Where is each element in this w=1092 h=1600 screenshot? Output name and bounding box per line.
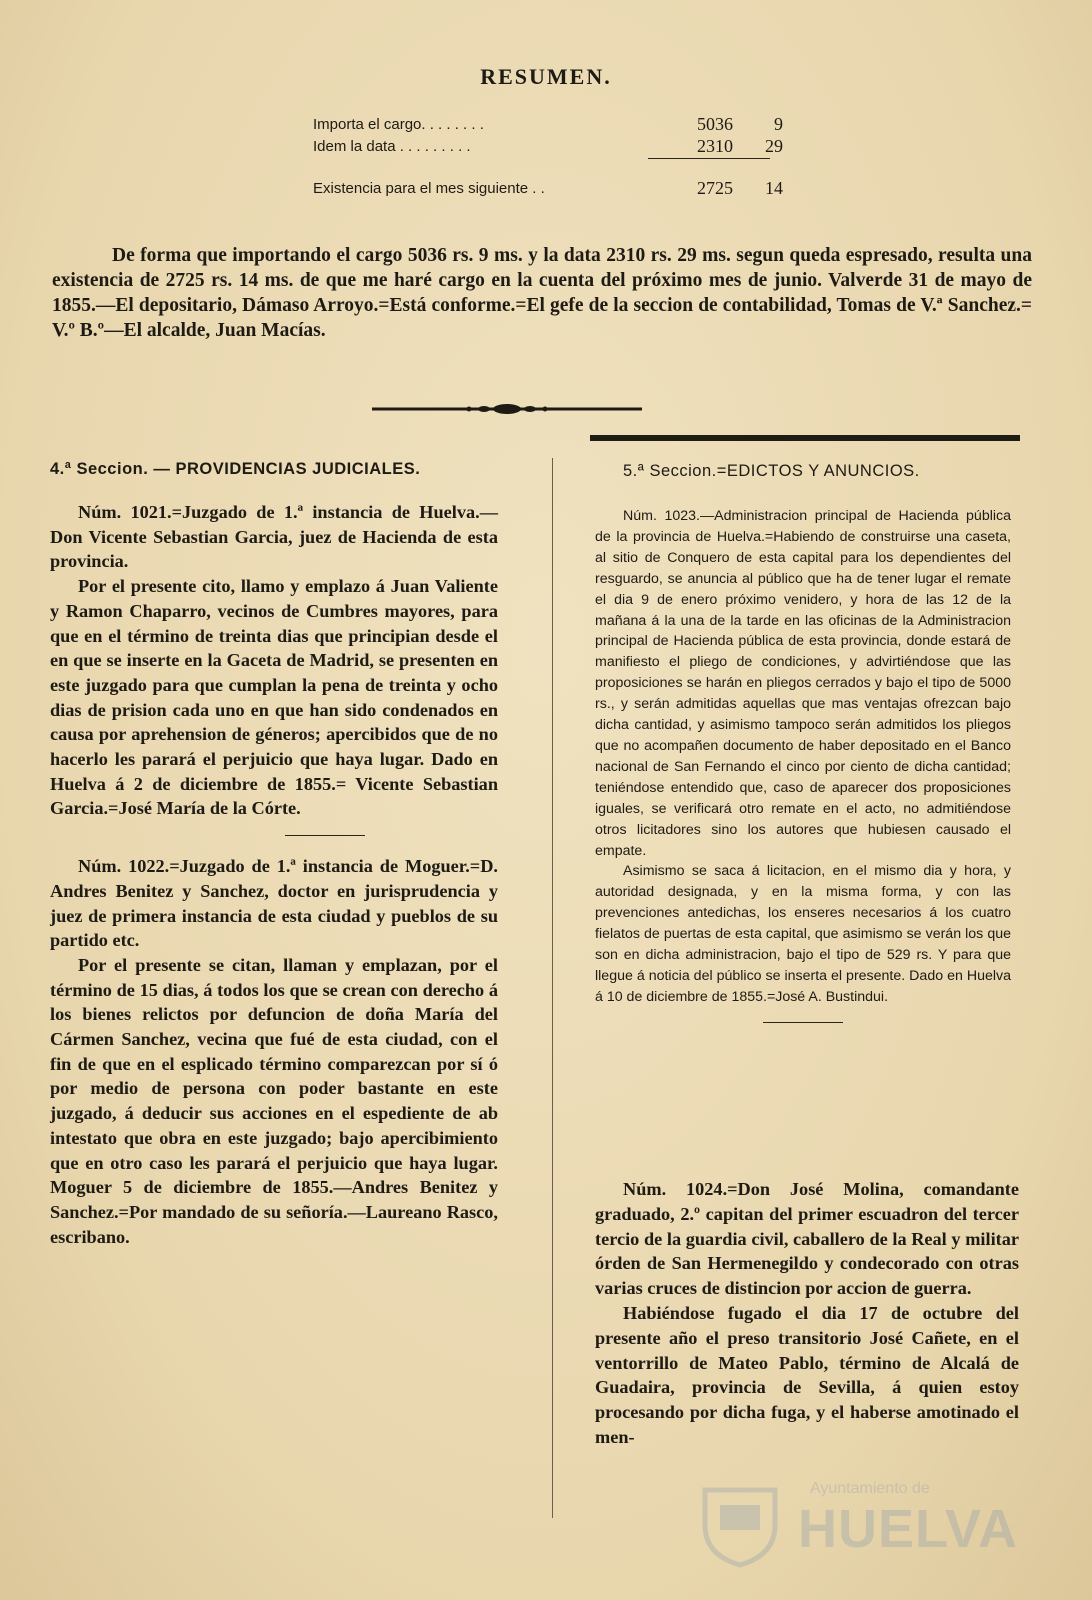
resumen-title: RESUMEN. <box>480 64 612 89</box>
column-divider <box>552 458 553 1518</box>
notice-separator <box>285 835 365 836</box>
left-column <box>50 500 498 1249</box>
notice-1022-heading: Núm. 1022.=Juzgado de 1.ª instancia de Moguer.=D. Andres Benitez y Sanchez, doctor en jurisprudencia y juez de primera instancia de esta ciudad y pueblos de su partido etc. <box>50 856 498 951</box>
summary-cents: 9 <box>774 114 783 134</box>
right-column-notice-1023 <box>595 506 1011 1041</box>
intro-paragraph <box>52 243 1032 343</box>
notice-1023-paragraph-2: Asimismo se saca á licitacion, en el mismo dia y hora, y autoridad designada, y en la misma forma, y con las prevenciones antedichas, los enseres necesarios á los cuatro fielatos de puertas de esta capital, que asimismo se verán los que son en dicha administracion, bajo el tipo de 529 rs. Y para que llegue á noticia del público se inserta el presente. Dado en Huelva á 10 de diciembre de 1855.=José A. Bustindui. <box>595 863 1011 1005</box>
notice-1024-heading: Núm. 1024.=Don José Molina, comandante graduado, 2.º capitan del primer escuadron del tercer tercio de la guardia civil, caballero de la Real y militar órden de San Hermenegildo y condecorado con otras varias cruces de distincion por accion de guerra. <box>595 1179 1019 1299</box>
intro-text: De forma que importando el cargo 5036 rs. 9 ms. y la data 2310 rs. 29 ms. segun queda espresado, resulta una existencia de 2725 rs. 14 ms. de que me haré cargo en la cuenta del próximo mes de junio. Valverde 31 de mayo de 1855.—El depositario, Dámaso Arroyo.=Está conforme.=El gefe de la seccion de contabilidad, Tomas de V.ª Sanchez.= V.º B.º—El alcalde, Juan Macías. <box>52 245 1032 341</box>
summary-label: Idem la data . . . . . . . . . <box>313 138 471 155</box>
watermark-line-2: HUELVA <box>798 1499 1018 1559</box>
summary-value: 2310 <box>697 136 733 156</box>
notice-1022-body: Por el presente se citan, llaman y emplazan, por el término de 15 dias, á todos los que se crean con derecho á los bienes relictos por defuncion de doña María del Cármen Sanchez, vecina que fué de esta ciudad, con el fin de que en el esplicado término comparezcan por sí ó por medio de persona con poder bastante en este juzgado, á deducir sus acciones en el espediente de ab intestato que obra en este juzgado; bajo apercibimiento que en otro caso les parará el perjuicio que haya lugar. Moguer 5 de diciembre de 1855.—Andres Benitez y Sanchez.=Por mandado de su señoría.—Laureano Rasco, escribano. <box>50 954 498 1247</box>
notice-1023-paragraph-1: Núm. 1023.—Administracion principal de Hacienda pública de la provincia de Huelva.=Habiendo de construirse una caseta, al sitio de Conquero de esta capital para los dependientes del resguardo, se anuncia al público que ha de tener lugar el remate el dia 9 de enero próximo venidero, y hora de las 12 de la mañana á la una de la tarde en las oficinas de la Administracion principal de Hacienda pública de esta provincia, donde estará de manifiesto el pliego de condiciones, y advirtiéndose que las proposiciones se harán en pliegos cerrados y bajo el tipo de 5000 rs., y serán admitidas aquellas que mas ventajas ofrezcan bajo dicha cantidad, y asimismo tampoco serán admitidos los pliegos que no acompañen documento de haber depositado en el Banco nacional de San Fernando el cinco por ciento de dicha cantidad; teniéndose entendido que, caso de aparecer dos proposiciones iguales, se verificará otro remate en el acto, no admitiéndose otros licitadores sino los autores que hubiesen causado el empate. <box>595 508 1011 859</box>
notice-separator <box>763 1022 843 1023</box>
summary-cents: 14 <box>765 178 783 198</box>
summary-label: Existencia para el mes siguiente . . <box>313 180 545 197</box>
summary-value: 5036 <box>697 114 733 134</box>
summary-row-existencia <box>313 178 783 204</box>
section-heading-judicial: 4.ª Seccion. — PROVIDENCIAS JUDICIALES. <box>50 460 421 478</box>
notice-1021-heading: Núm. 1021.=Juzgado de 1.ª instancia de Huelva.—Don Vicente Sebastian Garcia, juez de Hacienda de esta provincia. <box>50 502 498 572</box>
watermark-line-1: Ayuntamiento de <box>810 1480 930 1497</box>
right-column-rule <box>590 435 1020 441</box>
watermark <box>690 1470 1020 1580</box>
summary-total-line <box>648 158 770 159</box>
watermark-crest-icon <box>690 1470 790 1570</box>
summary-value: 2725 <box>697 178 733 198</box>
ornament-divider <box>372 402 642 416</box>
summary-label: Importa el cargo. . . . . . . . <box>313 116 484 133</box>
section-heading-edictos: 5.ª Seccion.=EDICTOS Y ANUNCIOS. <box>623 462 920 480</box>
right-column-notice-1024 <box>595 1177 1019 1450</box>
notice-1024-body: Habiéndose fugado el dia 17 de octubre del presente año el preso transitorio José Cañete, en el ventorrillo de Mateo Pablo, término de Alcalá de Guadaira, provincia de Sevilla, á quien estoy procesando por dicha fuga, y el haberse amotinado el men- <box>595 1302 1019 1447</box>
summary-cents: 29 <box>765 136 783 156</box>
notice-1021-body: Por el presente cito, llamo y emplazo á Juan Valiente y Ramon Chaparro, vecinos de Cumbres mayores, para que en el término de treinta dias que principian desde el en que se inserte en la Gaceta de Madrid, se presenten en este juzgado para que cumplan la pena de treinta y ocho dias de prision cada uno en que han sido condenados en causa por aprehension de géneros; apercibidos que de no hacerlo les parará el perjuicio que haya lugar. Dado en Huelva á 2 de diciembre de 1855.= Vicente Sebastian Garcia.=José María de la Córte. <box>50 576 498 819</box>
